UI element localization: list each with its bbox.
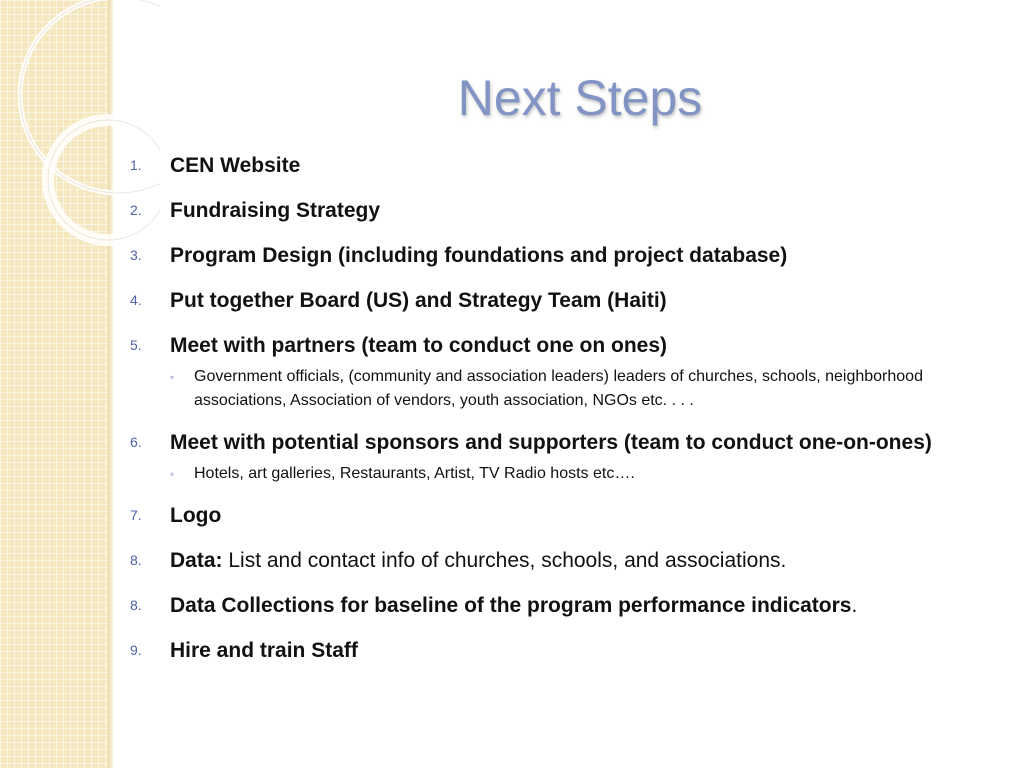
list-number: 2. xyxy=(130,202,142,218)
list-item-text: Logo xyxy=(170,504,222,527)
list-item xyxy=(130,545,950,576)
list-item xyxy=(130,150,950,181)
list-number: 8. xyxy=(130,552,142,568)
list-item-text: Meet with partners (team to conduct one on ones) xyxy=(170,334,668,357)
list-number: 9. xyxy=(130,642,142,658)
steps-list xyxy=(130,150,950,680)
list-number: 7. xyxy=(130,507,142,523)
list-number: 4. xyxy=(130,292,142,308)
list-item xyxy=(130,240,950,271)
sub-list-item-text: Government officials, (community and association leaders) leaders of churches, schools, neighborhood associations, Association of vendors, youth association, NGOs etc. . . . xyxy=(194,368,923,409)
list-item-text: Program Design (including foundations and project database) xyxy=(170,244,788,267)
list-number: 1. xyxy=(130,157,142,173)
list-number: 3. xyxy=(130,247,142,263)
list-item-text: Fundraising Strategy xyxy=(170,199,381,222)
list-item xyxy=(130,635,950,666)
sub-list-item xyxy=(170,365,950,413)
list-item-text: Meet with potential sponsors and supporters (team to conduct one-on-ones) xyxy=(170,431,932,454)
sub-list-item-text: Hotels, art galleries, Restaurants, Artist, TV Radio hosts etc…. xyxy=(194,465,635,482)
list-item xyxy=(130,590,950,621)
list-item xyxy=(130,285,950,316)
list-number: 8. xyxy=(130,597,142,613)
list-number: 5. xyxy=(130,337,142,353)
list-item-text: Hire and train Staff xyxy=(170,639,358,662)
sub-list-item xyxy=(170,462,950,486)
hollow-circle-bullet-icon: ◦ xyxy=(170,467,175,481)
list-item xyxy=(130,500,950,531)
list-item-text: Data: List and contact info of churches, schools, and associations. xyxy=(170,549,787,572)
hollow-circle-bullet-icon: ◦ xyxy=(170,370,175,384)
list-item xyxy=(130,330,950,361)
slide-title: Next Steps xyxy=(457,70,703,126)
list-item-text: CEN Website xyxy=(170,154,301,177)
list-number: 6. xyxy=(130,434,142,450)
list-item-text: Put together Board (US) and Strategy Team (Haiti) xyxy=(170,289,667,312)
list-item xyxy=(130,195,950,226)
list-item-text: Data Collections for baseline of the program performance indicators. xyxy=(170,594,858,617)
list-item xyxy=(130,427,950,458)
